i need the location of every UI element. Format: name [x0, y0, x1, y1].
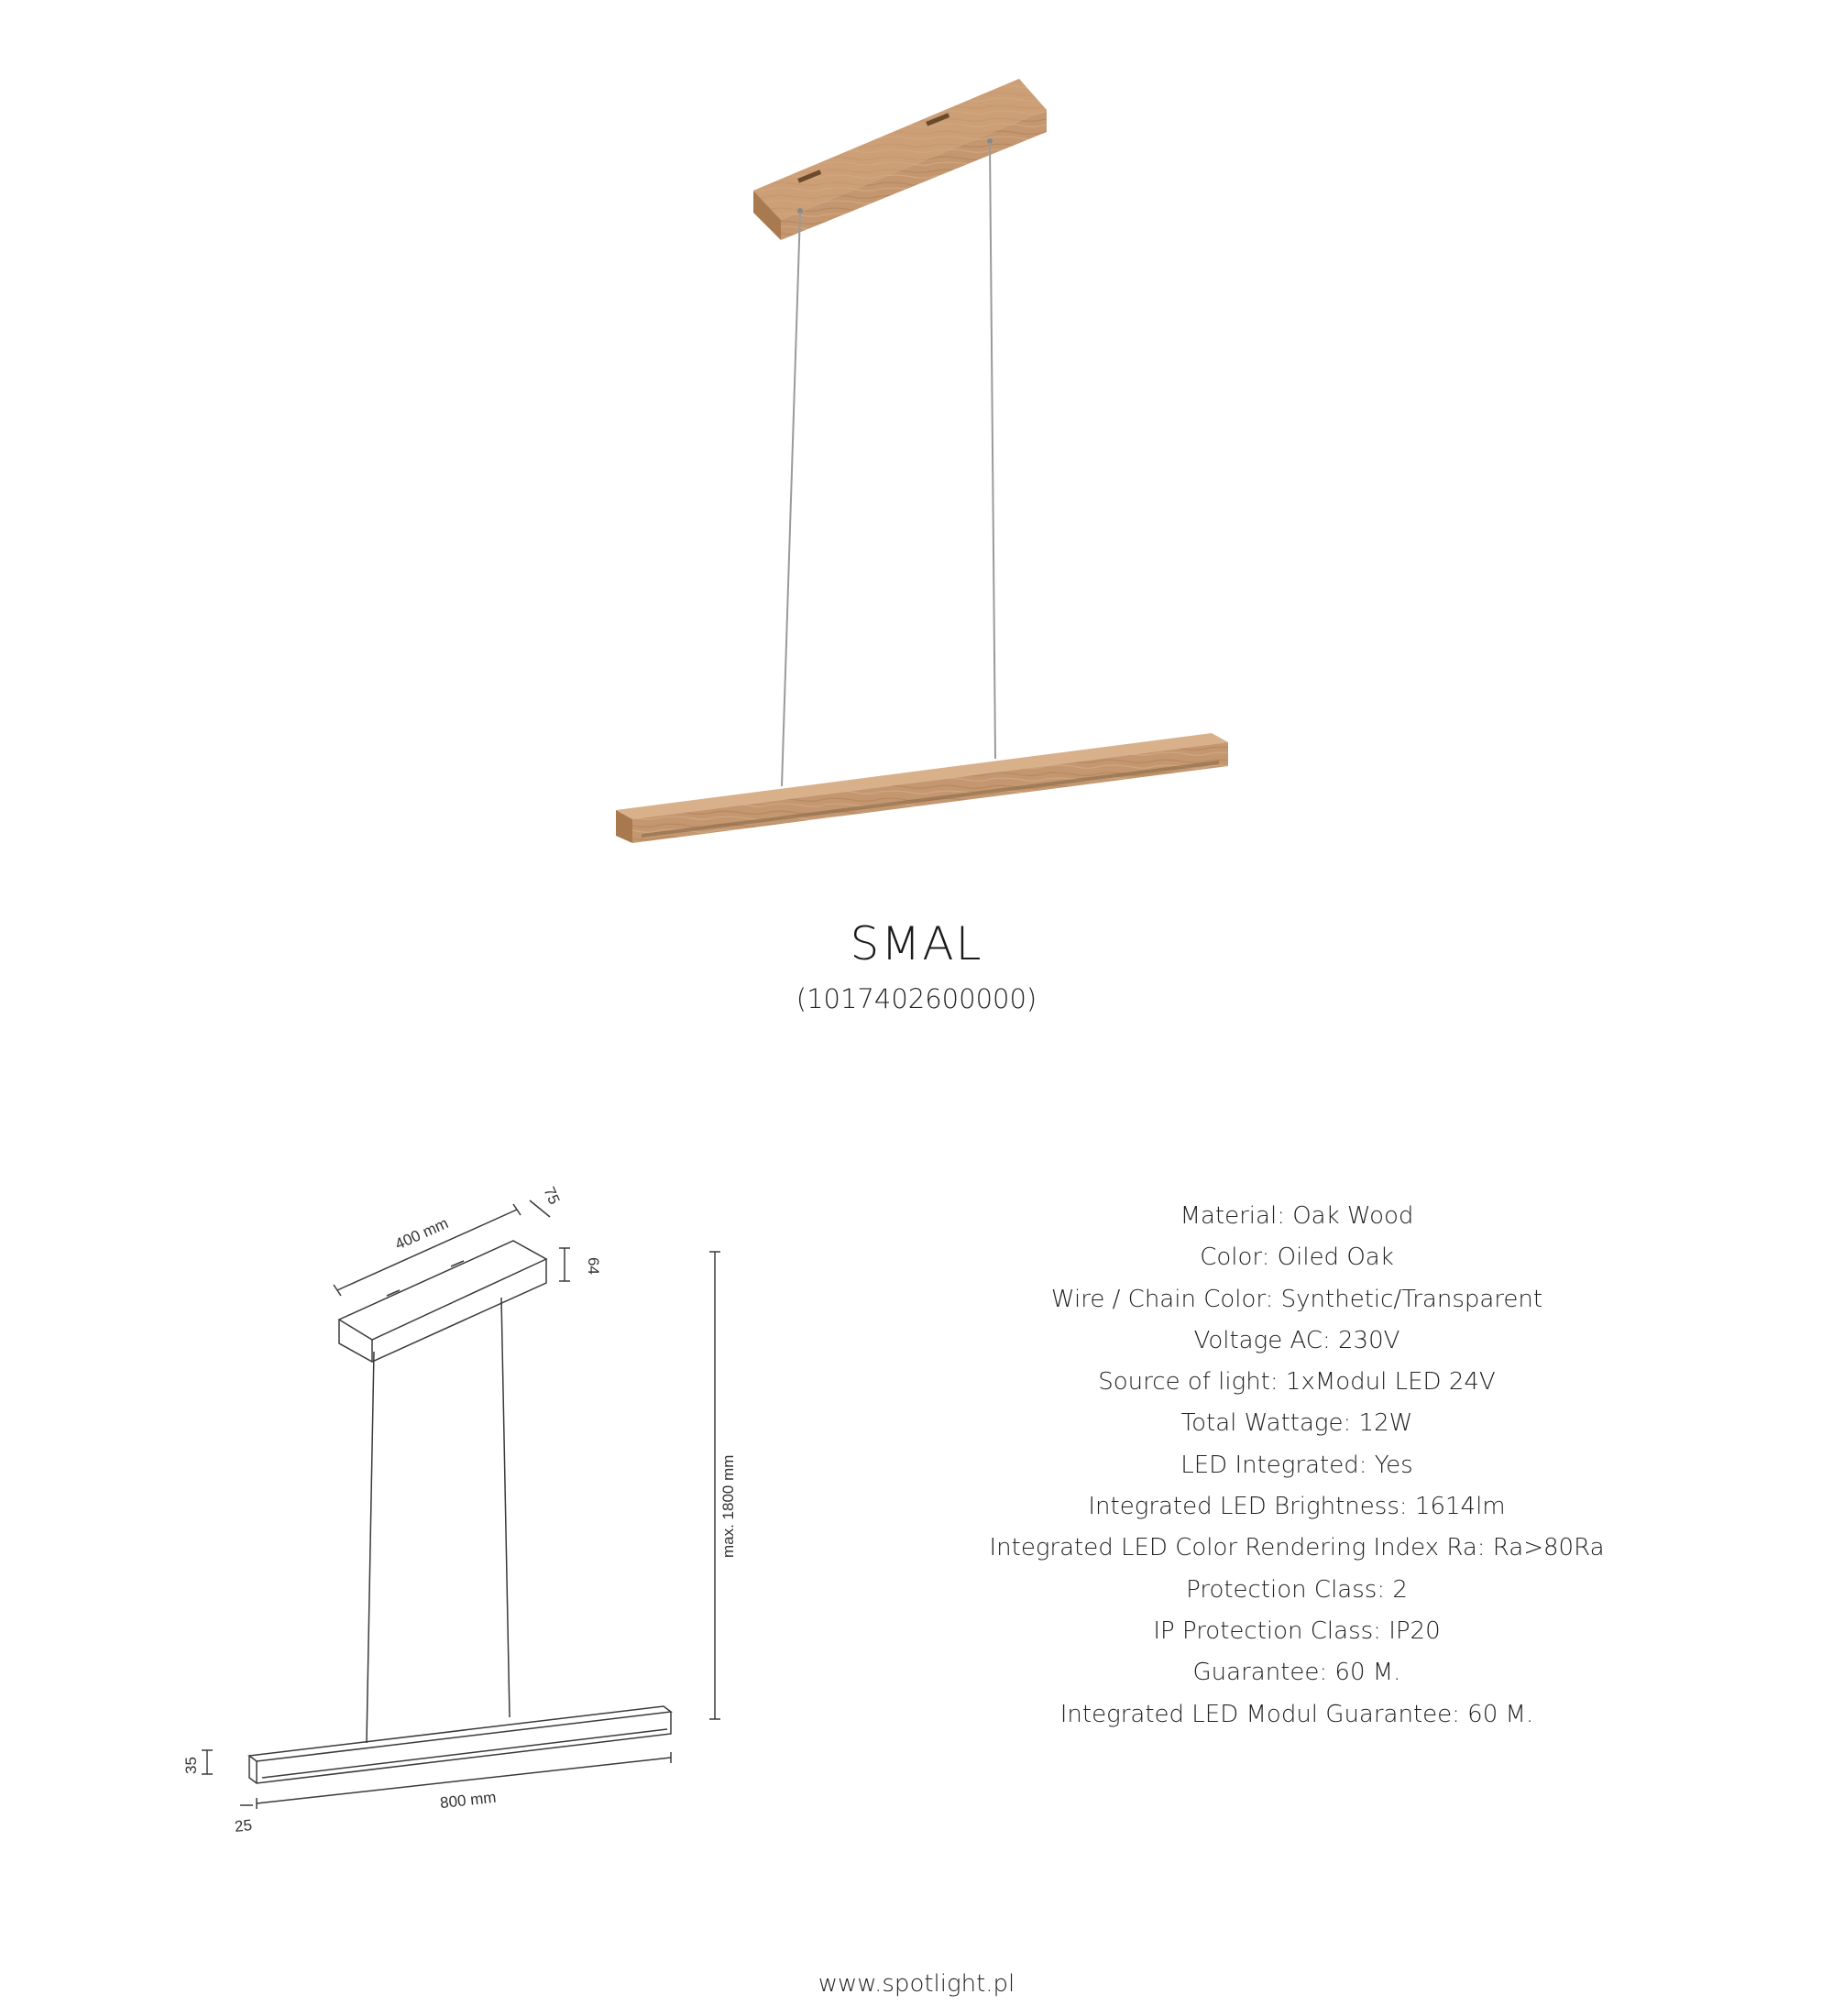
- drawing-canopy: [339, 1241, 546, 1362]
- dim-bar-height: 35: [182, 1757, 200, 1774]
- spec-wire-color: Wire / Chain Color: Synthetic/Transparent: [1050, 1285, 1543, 1313]
- product-name: SMAL: [850, 917, 983, 970]
- spec-voltage: Voltage AC: 230V: [1193, 1326, 1400, 1354]
- suspension-wire-right: [990, 143, 995, 759]
- spec-guarantee: Guarantee: 60 M.: [1192, 1659, 1401, 1687]
- lamp-bar: [616, 733, 1228, 843]
- spec-protection-class: Protection Class: 2: [1186, 1575, 1408, 1604]
- spec-wattage: Total Wattage: 12W: [1180, 1409, 1413, 1438]
- spec-light-source: Source of light: 1xModul LED 24V: [1098, 1368, 1496, 1397]
- spec-led-brightness: Integrated LED Brightness: 1614lm: [1088, 1493, 1506, 1521]
- technical-drawing: [165, 1164, 770, 1860]
- drawing-wire-left: [367, 1352, 374, 1743]
- spec-material: Material: Oak Wood: [1180, 1202, 1414, 1230]
- dim-bar-depth: 25: [234, 1816, 253, 1835]
- dim-max-height: max. 1800 mm: [719, 1454, 737, 1558]
- spec-led-guarantee: Integrated LED Modul Guarantee: 60 M.: [1059, 1700, 1534, 1728]
- dim-bar-length: 800 mm: [439, 1788, 498, 1813]
- drawing-bar: [249, 1706, 671, 1783]
- dim-canopy-height: 64: [585, 1257, 602, 1275]
- spec-color: Color: Oiled Oak: [1200, 1244, 1394, 1272]
- spec-led-integrated: LED Integrated: Yes: [1180, 1451, 1413, 1479]
- dim-canopy-length: 400 mm: [392, 1214, 451, 1254]
- footer-url[interactable]: www.spotlight.pl: [818, 1970, 1015, 1998]
- spec-led-cri: Integrated LED Color Rendering Index Ra: Ra>80Ra: [989, 1534, 1605, 1562]
- suspension-wire-left: [782, 213, 800, 786]
- spec-list: [944, 1196, 1650, 1736]
- dim-canopy-depth: 75: [540, 1184, 564, 1208]
- product-photo: [0, 0, 1833, 880]
- product-code: (1017402600000): [796, 983, 1037, 1014]
- title-block: [0, 917, 1833, 1014]
- spec-ip-class: IP Protection Class: IP20: [1153, 1616, 1441, 1645]
- canopy-block: [753, 79, 1047, 240]
- drawing-wire-right: [501, 1298, 510, 1717]
